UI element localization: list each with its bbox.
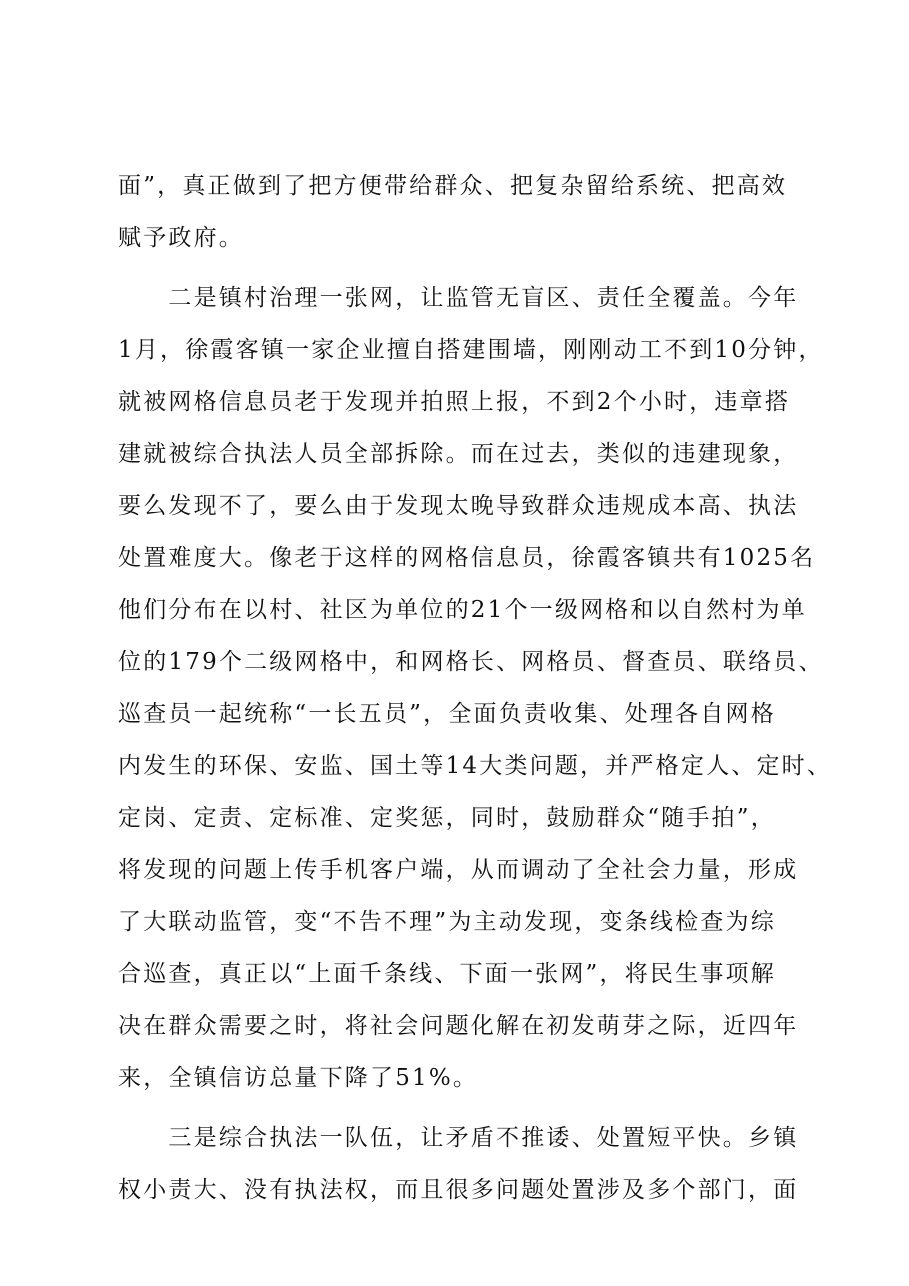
paragraph-2 bbox=[118, 272, 833, 1104]
text-line: 决在群众需要之时，将社会问题化解在初发萌芽之际，近四年 bbox=[118, 1013, 799, 1039]
text-line: 来，全镇信访总量下降了51%。 bbox=[118, 1065, 479, 1091]
text-line: 面”，真正做到了把方便带给群众、把复杂留给系统、把高效 bbox=[118, 173, 788, 199]
text-line: 他们分布在以村、社区为单位的21个一级网格和以自然村为单 bbox=[118, 597, 807, 623]
text-line: 就被网格信息员老于发现并拍照上报，不到2个小时，违章搭 bbox=[118, 389, 791, 415]
text-line: 权小责大、没有执法权，而且很多问题处置涉及多个部门，面 bbox=[118, 1177, 799, 1203]
paragraph-gap bbox=[118, 1104, 808, 1112]
text-line: 内发生的环保、安监、国土等14大类问题，并严格定人、定时、 bbox=[118, 753, 833, 779]
paragraph-3 bbox=[118, 1112, 808, 1216]
text-line: 巡查员一起统称“一长五员”，全面负责收集、处理各自网格 bbox=[118, 701, 776, 727]
text-line: 将发现的问题上传手机客户端，从而调动了全社会力量，形成 bbox=[118, 857, 799, 883]
text-line: 处置难度大。像老于这样的网格信息员，徐霞客镇共有1025名 bbox=[118, 545, 816, 571]
paragraph-gap bbox=[118, 264, 808, 272]
paragraph-1 bbox=[118, 160, 808, 264]
text-line: 位的179个二级网格中，和网格长、网格员、督查员、联络员、 bbox=[118, 649, 824, 675]
text-line: 了大联动监管，变“不告不理”为主动发现，变条线检查为综 bbox=[118, 909, 776, 935]
body-text bbox=[118, 160, 833, 1216]
text-line: 要么发现不了，要么由于发现太晚导致群众违规成本高、执法 bbox=[118, 493, 799, 519]
text-line: 定岗、定责、定标准、定奖惩，同时，鼓励群众“随手拍”， bbox=[118, 805, 776, 831]
text-line: 1月，徐霞客镇一家企业擅自搭建围墙，刚刚动工不到10分钟， bbox=[118, 337, 824, 363]
text-line: 建就被综合执法人员全部拆除。而在过去，类似的违建现象， bbox=[118, 441, 799, 467]
text-line: 三是综合执法一队伍，让矛盾不推诿、处置短平快。乡镇 bbox=[118, 1125, 799, 1151]
text-line: 二是镇村治理一张网，让监管无盲区、责任全覆盖。今年 bbox=[118, 285, 799, 311]
text-line: 赋予政府。 bbox=[118, 225, 244, 251]
text-line: 合巡查，真正以“上面千条线、下面一张网”，将民生事项解 bbox=[118, 961, 776, 987]
